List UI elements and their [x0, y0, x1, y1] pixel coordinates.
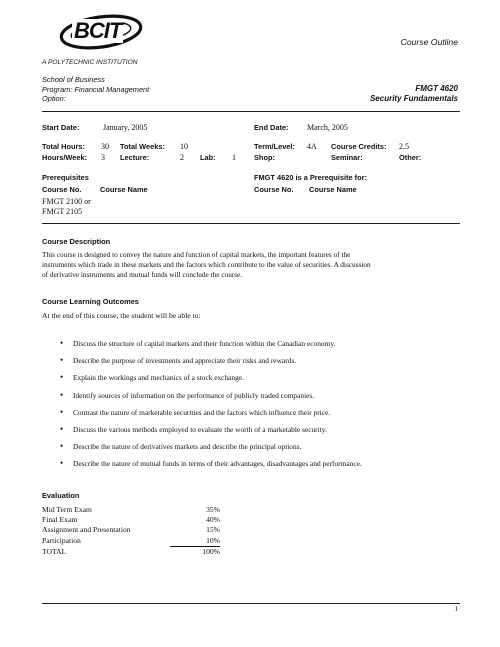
term-level-value: 4A: [307, 142, 317, 151]
school-name: School of Business: [42, 75, 105, 84]
lecture-label: Lecture:: [120, 153, 150, 162]
evaluation-row: [42, 515, 220, 525]
hours-week-label: Hours/Week:: [42, 153, 88, 162]
bcit-logo: [58, 10, 144, 54]
evaluation-percent: 35%: [206, 505, 220, 515]
outcome-item: • Discuss the various methods employed to evaluate the worth of a marketable security.: [60, 424, 460, 441]
program-name: Program: Financial Management: [42, 85, 150, 94]
prereq-col-course-no: Course No.: [42, 185, 82, 194]
term-level-label: Term/Level:: [254, 142, 295, 151]
evaluation-total-row: [42, 546, 220, 557]
logo-text: BCIT: [74, 18, 122, 43]
prereq-for-col-course-name: Course Name: [309, 185, 357, 194]
start-date-label: Start Date:: [42, 123, 80, 132]
logo-tagline: A POLYTECHNIC INSTITUTION: [42, 59, 138, 66]
course-description-line: of derivative instruments and mutual funds will conclude the course.: [42, 270, 243, 279]
outcome-item: • Identify sources of information on the performance of publicly traded companies.: [60, 390, 460, 407]
learning-outcomes-heading: Course Learning Outcomes: [42, 297, 139, 306]
total-hours-label: Total Hours:: [42, 142, 85, 151]
header-divider: [42, 111, 460, 112]
end-date-label: End Date:: [254, 123, 289, 132]
total-weeks-value: 10: [180, 142, 188, 151]
course-description-heading: Course Description: [42, 237, 111, 246]
document-type: Course Outline: [400, 37, 458, 47]
course-credits-label: Course Credits:: [331, 142, 387, 151]
outcome-item: • Contrast the nature of marketable securities and the factors which influence their price.: [60, 407, 460, 424]
course-credits-value: 2.5: [399, 142, 409, 151]
learning-outcomes-list: [60, 338, 460, 476]
evaluation-percent: 40%: [206, 515, 220, 525]
outcome-item: • Explain the workings and mechanics of a stock exchange.: [60, 372, 460, 389]
evaluation-row: [42, 525, 220, 535]
prereq-col-course-name: Course Name: [100, 185, 148, 194]
course-code: FMGT 4620: [415, 84, 458, 93]
total-weeks-label: Total Weeks:: [120, 142, 165, 151]
page-number: 1: [454, 605, 458, 613]
footer-divider: [42, 603, 460, 604]
other-label: Other:: [399, 153, 422, 162]
section-divider: [42, 223, 460, 224]
prereq-course: FMGT 2100 or: [42, 197, 91, 206]
lab-label: Lab:: [200, 153, 216, 162]
prereq-for-heading: FMGT 4620 is a Prerequisite for:: [254, 173, 367, 182]
lab-value: 1: [232, 153, 236, 162]
course-description-line: instruments which trade in these markets and the factors which contribute to the value of securities. A discussion: [42, 260, 371, 269]
evaluation-heading: Evaluation: [42, 491, 80, 500]
course-title: Security Fundamentals: [369, 94, 458, 103]
evaluation-total-percent: 100%: [202, 546, 220, 556]
seminar-label: Seminar:: [331, 153, 363, 162]
evaluation-item: Participation: [42, 535, 81, 545]
outcome-item: • Describe the nature of derivatives markets and describe the principal options.: [60, 441, 460, 458]
evaluation-item: Final Exam: [42, 515, 78, 525]
evaluation-percent: 15%: [206, 525, 220, 535]
outcome-item: • Discuss the structure of capital markets and their function within the Canadian economy.: [60, 338, 460, 355]
start-date-value: January, 2005: [103, 123, 148, 132]
option-label: Option:: [42, 94, 66, 103]
prerequisites-heading: Prerequisites: [42, 173, 89, 182]
course-description-line: This course is designed to convey the nature and function of capital markets, the important features of the: [42, 250, 351, 259]
evaluation-total-label: TOTAL: [42, 546, 67, 556]
prereq-for-col-course-no: Course No.: [254, 185, 294, 194]
evaluation-table: [42, 505, 220, 557]
prereq-course: FMGT 2105: [42, 207, 83, 216]
outcome-item: • Describe the purpose of investments and appreciate their risks and rewards.: [60, 355, 460, 372]
hours-week-value: 3: [101, 153, 105, 162]
total-hours-value: 30: [101, 142, 109, 151]
end-date-value: March, 2005: [307, 123, 348, 132]
learning-outcomes-intro: At the end of this course, the student will be able to:: [42, 311, 201, 320]
lecture-value: 2: [180, 153, 184, 162]
evaluation-row: [42, 505, 220, 515]
evaluation-item: Mid Term Exam: [42, 505, 92, 515]
shop-label: Shop:: [254, 153, 275, 162]
outcome-item: • Describe the nature of mutual funds in terms of their advantages, disadvantages and performance.: [60, 458, 460, 475]
evaluation-item: Assignment and Presentation: [42, 525, 131, 535]
evaluation-percent: 10%: [170, 536, 220, 547]
evaluation-row: [42, 536, 220, 547]
